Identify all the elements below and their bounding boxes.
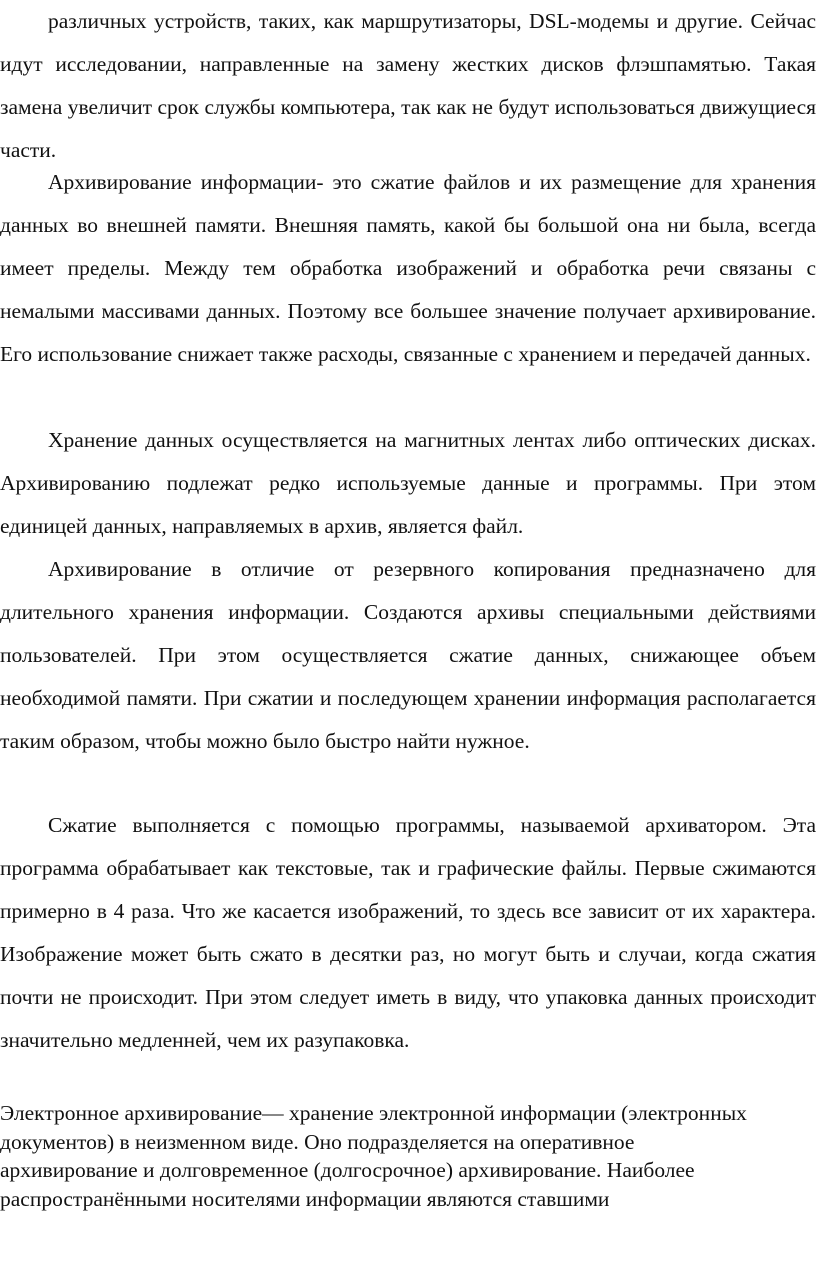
paragraph-continuation: различных устройств, таких, как маршрутизаторы, DSL-модемы и другие. Сейчас идут исследовании, направленные на замену жестких дисков флэшпамятью. Такая замена увеличит срок службы компьютера, так как не будут использоваться движущиеся части. [0, 9, 816, 162]
paragraph-archiving-vs-backup: Архивирование в отличие от резервного копирования предназначено для длительного хранения информации. Создаются архивы специальными действиями пользователей. При этом осуществляется сжатие данных, снижающее объем необходимой памяти. При сжатии и последующем хранении информация располагается таким образом, чтобы можно было быстро найти нужное. [0, 557, 816, 753]
paragraph-data-storage: Хранение данных осуществляется на магнитных лентах либо оптических дисках. Архивированию подлежат редко используемые данные и программы. При этом единицей данных, направляемых в архив, является файл. [0, 428, 816, 538]
paragraph-electronic-archiving: Электронное архивирование— хранение электронной информации (электронных документов) в неизменном виде. Оно подразделяется на оперативное архивирование и долговременное (долгосрочное) архивирование. Наиболее распространёнными носителями информации являются ставшими [0, 1101, 747, 1211]
paragraph-archiving-definition: Архивирование информации- это сжатие файлов и их размещение для хранения данных во внешней памяти. Внешняя память, какой бы большой она ни была, всегда имеет пределы. Между тем обработка изображений и обработка речи связаны с немалыми массивами данных. Поэтому все большее значение получает архивирование. Его использование снижает также расходы, связанные с хранением и передачей данных. [0, 170, 816, 366]
paragraph-compression: Сжатие выполняется с помощью программы, называемой архиватором. Эта программа обрабатывает как текстовые, так и графические файлы. Первые сжимаются примерно в 4 раза. Что же касается изображений, то здесь все зависит от их характера. Изображение может быть сжато в десятки раз, но могут быть и случаи, когда сжатия почти не происходит. При этом следует иметь в виду, что упаковка данных происходит значительно медленней, чем их разупаковка. [0, 813, 816, 1052]
